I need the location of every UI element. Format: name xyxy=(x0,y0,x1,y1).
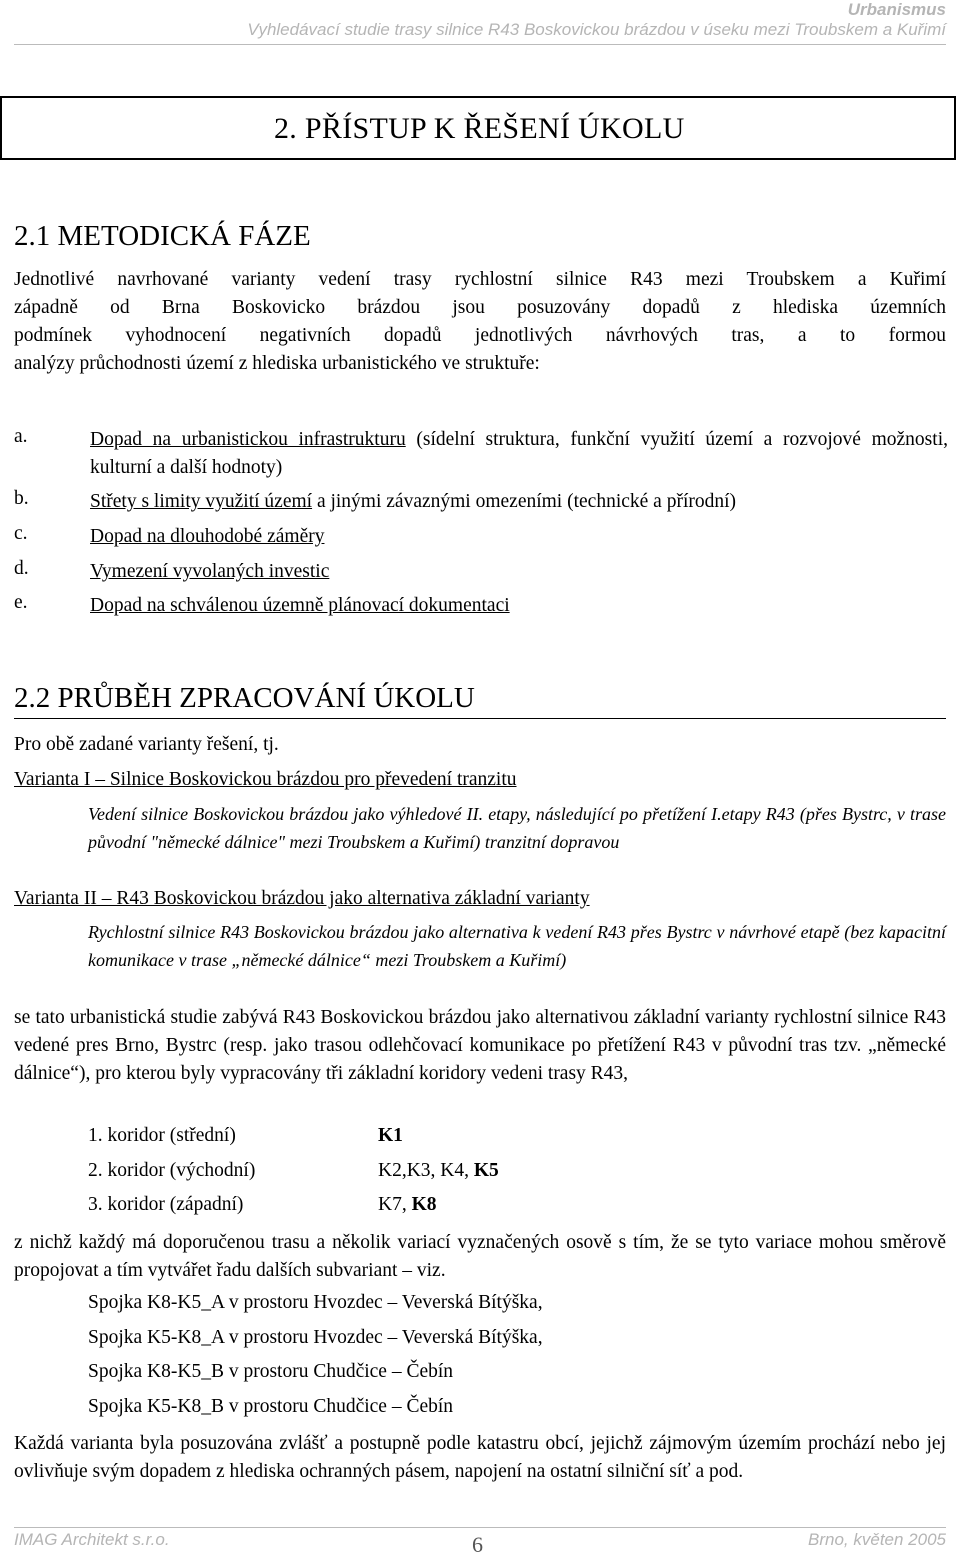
list-marker: a. xyxy=(14,426,28,447)
subvariant-paragraph: z nichž každý má doporučenou trasu a několik variací vyznačených osově s tím, že se tyto variace mohou směrově propojovat a tím vytvářet řadu dalších subvariant – viz. xyxy=(14,1232,946,1281)
section-2-divider xyxy=(14,718,946,719)
corridor-codes-plain: K2,K3, K4, xyxy=(378,1160,474,1181)
corridor-codes xyxy=(378,1160,499,1182)
footer-divider xyxy=(14,1527,946,1528)
corridor-codes-recommended: K5 xyxy=(473,1160,499,1181)
variant-1-title: Varianta I – Silnice Boskovickou brázdou pro převedení tranzitu xyxy=(14,769,517,790)
corridor-codes-recommended: K8 xyxy=(411,1194,437,1215)
variant-1-description: Vedení silnice Boskovickou brázdou jako výhledové II. etapy, následující po přetížení I.etapy R43 (přes Bystrc, v trase původní "německé dálnice" mezi Troubskem a Kuřimí) tranzitní dopravou xyxy=(88,804,946,852)
page-number: 6 xyxy=(472,1532,483,1557)
section-1-title: 2.1 METODICKÁ FÁZE xyxy=(14,220,311,252)
list-item xyxy=(14,523,325,547)
assessment-paragraph: Každá varianta byla posuzována zvlášť a postupně podle katastru obcí, jejichž zájmovým územím prochází nebo jej ovlivňuje svým dopadem z hlediska ochranných pásem, napojení na ostatní silniční síť a pod. xyxy=(14,1433,946,1482)
header-section: Urbanismus xyxy=(847,0,946,19)
section-2-lead: Pro obě zadané varianty řešení, tj. xyxy=(14,734,279,755)
list-item-detail: (sídelní struktura, funkční využití území a rozvojové možnosti, kulturní a další hodnoty) xyxy=(90,429,948,478)
list-marker: c. xyxy=(14,523,28,544)
list-item-heading: Vymezení vyvolaných investic xyxy=(90,561,330,582)
corridor-name: 3. koridor (západní) xyxy=(88,1194,244,1215)
corridor-name: 2. koridor (východní) xyxy=(88,1160,256,1181)
link-item: Spojka K5-K8_A v prostoru Hvozdec – Veverská Bítýška, xyxy=(88,1327,543,1348)
list-item-text xyxy=(90,426,948,482)
list-item-heading: Dopad na urbanistickou infrastrukturu xyxy=(90,429,406,450)
header-study-title: Vyhledávací studie trasy silnice R43 Boskovickou brázdou v úseku mezi Troubskem a Kuřimí xyxy=(247,20,946,39)
list-item-heading: Dopad na schválenou územně plánovací dokumentaci xyxy=(90,595,510,616)
corridor-codes-plain: K7, xyxy=(378,1194,412,1215)
footer-date: Brno, květen 2005 xyxy=(808,1530,946,1549)
corridor-row xyxy=(88,1125,403,1147)
list-item-heading: Dopad na dlouhodobé záměry xyxy=(90,526,325,547)
corridor-codes xyxy=(378,1125,403,1147)
list-item xyxy=(14,488,737,512)
list-item xyxy=(14,592,510,616)
chapter-title: 2. PŘÍSTUP K ŘEŠENÍ ÚKOLU xyxy=(274,112,685,145)
study-paragraph: se tato urbanistická studie zabývá R43 Boskovickou brázdou jako alternativou základní varianty rychlostní silnice R43 vedené pres Brno, Bystrc (resp. jako trasou odlehčovací komunikace po přetížení R43 v původní tras tzv. „německé dálnice“), pro kterou byly vypracovány tři základní koridory vedeni trasy R43, xyxy=(14,1007,946,1084)
list-item-text xyxy=(90,523,948,551)
header-divider xyxy=(14,44,946,45)
variant-2-title: Varianta II – R43 Boskovickou brázdou jako alternativa základní varianty xyxy=(14,888,590,909)
intro-line: Jednotlivé navrhované varianty vedení trasy rychlostní silnice R43 mezi Troubskem a Kuřimí xyxy=(14,269,946,290)
list-item-text xyxy=(90,592,948,620)
list-item-text xyxy=(90,488,948,516)
corridor-codes xyxy=(378,1194,437,1216)
list-marker: d. xyxy=(14,558,29,579)
corridor-codes-recommended: K1 xyxy=(378,1125,403,1146)
link-item: Spojka K8-K5_B v prostoru Chudčice – Čebín xyxy=(88,1361,454,1382)
page-header xyxy=(247,0,946,41)
chapter-title-box xyxy=(0,96,956,160)
list-item-text xyxy=(90,558,948,586)
list-item-detail: a jinými závaznými omezeními (technické a přírodní) xyxy=(312,491,737,512)
intro-line: podmínek vyhodnocení negativních dopadů jednotlivých návrhových tras, a to formou xyxy=(14,325,946,346)
corridor-name: 1. koridor (střední) xyxy=(88,1125,236,1146)
intro-line: analýzy průchodnosti území z hlediska urbanistického ve struktuře: xyxy=(14,353,540,374)
list-item-heading: Střety s limity využití území xyxy=(90,491,313,512)
list-item xyxy=(14,558,330,582)
intro-line: západně od Brna Boskovicko brázdou jsou posuzovány dopadů z hlediska územních xyxy=(14,297,946,318)
variant-2-description: Rychlostní silnice R43 Boskovickou brázdou jako alternativa k vedení R43 přes Bystrc v návrhové etapě (bez kapacitní komunikace v trase „německé dálnice“ mezi Troubskem a Kuřimí) xyxy=(88,922,946,970)
corridor-row xyxy=(88,1160,499,1182)
section-1-intro xyxy=(14,266,946,378)
corridor-row xyxy=(88,1194,437,1216)
list-marker: b. xyxy=(14,488,29,509)
link-item: Spojka K8-K5_A v prostoru Hvozdec – Veverská Bítýška, xyxy=(88,1292,543,1313)
section-2-title: 2.2 PRŮBĚH ZPRACOVÁNÍ ÚKOLU xyxy=(14,682,475,714)
list-marker: e. xyxy=(14,592,28,613)
list-item xyxy=(14,426,948,478)
link-item: Spojka K5-K8_B v prostoru Chudčice – Čebín xyxy=(88,1396,454,1417)
footer-company: IMAG Architekt s.r.o. xyxy=(14,1530,170,1549)
